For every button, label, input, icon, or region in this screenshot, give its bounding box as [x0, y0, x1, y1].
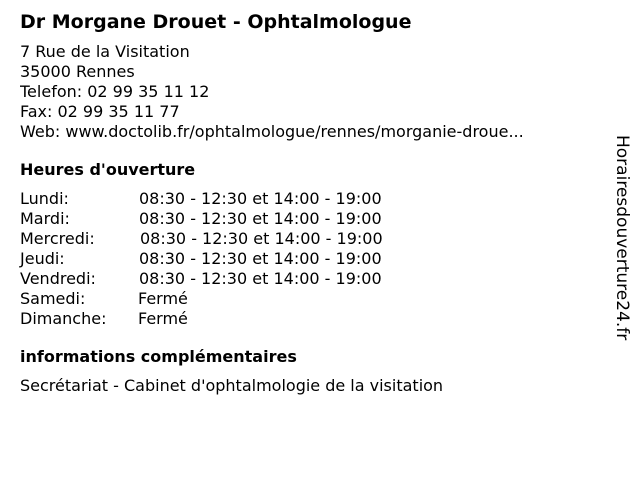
hours-value: 08:30 - 12:30 et 14:00 - 19:00	[139, 269, 382, 288]
opening-hours-heading: Heures d'ouverture	[20, 160, 196, 179]
hours-value: 08:30 - 12:30 et 14:00 - 19:00	[139, 189, 382, 208]
hours-row-sunday	[20, 309, 600, 329]
day-label: Dimanche:	[20, 309, 107, 328]
additional-info-text: Secrétariat - Cabinet d'ophtalmologie de la visitation	[20, 376, 444, 395]
day-label: Samedi:	[20, 289, 86, 308]
city-postal-code: 35000 Rennes	[20, 62, 135, 81]
hours-value: 08:30 - 12:30 et 14:00 - 19:00	[139, 209, 382, 228]
additional-info-heading: informations complémentaires	[20, 347, 297, 366]
hours-value: 08:30 - 12:30 et 14:00 - 19:00	[140, 229, 383, 248]
business-card	[20, 10, 600, 396]
day-label: Lundi:	[20, 189, 69, 208]
day-label: Mardi:	[20, 209, 70, 228]
hours-row-thursday	[20, 249, 600, 269]
hours-value: 08:30 - 12:30 et 14:00 - 19:00	[139, 249, 382, 268]
opening-hours-table	[20, 189, 600, 329]
hours-row-saturday	[20, 289, 600, 309]
hours-row-wednesday	[20, 229, 600, 249]
fax-number: Fax: 02 99 35 11 77	[20, 102, 180, 121]
day-label: Jeudi:	[20, 249, 65, 268]
day-label: Mercredi:	[20, 229, 95, 248]
hours-row-monday	[20, 189, 600, 209]
day-label: Vendredi:	[20, 269, 96, 288]
street-address: 7 Rue de la Visitation	[20, 42, 190, 61]
hours-value: Fermé	[138, 289, 188, 308]
site-watermark: Horairesdouverture24.fr	[612, 135, 632, 341]
hours-row-tuesday	[20, 209, 600, 229]
address-block	[20, 42, 600, 142]
page-title: Dr Morgane Drouet - Ophtalmologue	[20, 11, 412, 33]
phone-number: Telefon: 02 99 35 11 12	[20, 82, 210, 101]
hours-value: Fermé	[138, 309, 188, 328]
website-link[interactable]: Web: www.doctolib.fr/ophtalmologue/rennes/morganie-droue...	[20, 122, 524, 141]
hours-row-friday	[20, 269, 600, 289]
